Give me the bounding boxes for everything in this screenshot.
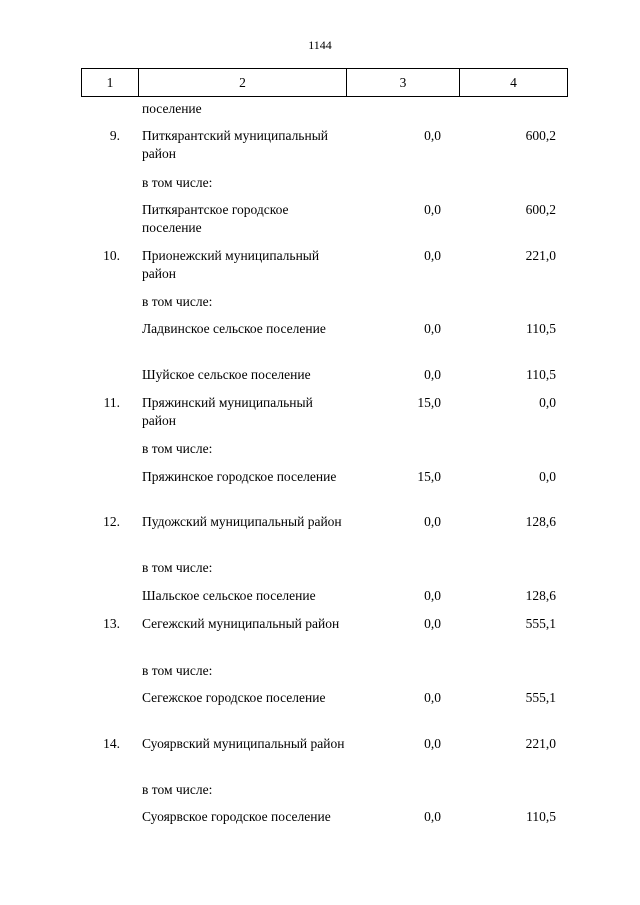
table-row — [0, 100, 640, 127]
row-value-3: 0,0 — [424, 367, 441, 382]
row-name: в том числе: — [142, 663, 213, 678]
row-value-4: 128,6 — [525, 514, 556, 529]
row-value-3: 0,0 — [424, 616, 441, 631]
row-value-4: 555,1 — [525, 690, 556, 705]
table-row — [0, 247, 640, 293]
row-value-4: 600,2 — [525, 202, 556, 217]
table-row — [0, 174, 640, 201]
table-row — [0, 440, 640, 468]
table-row — [0, 320, 640, 366]
row-value-4: 600,2 — [525, 128, 556, 143]
table-row — [0, 781, 640, 808]
row-name: в том числе: — [142, 175, 213, 190]
row-value-4: 0,0 — [539, 395, 556, 410]
table-row — [0, 615, 640, 662]
row-value-3: 0,0 — [424, 690, 441, 705]
table-row — [0, 394, 640, 440]
table-body — [0, 100, 640, 854]
row-name: в том числе: — [142, 782, 213, 797]
row-name: Питкярантское городское поселение — [142, 202, 289, 235]
table-row — [0, 689, 640, 735]
row-name: Сегежское городское поселение — [142, 690, 326, 705]
row-name: Питкярантский муниципальный район — [142, 128, 328, 161]
row-value-3: 15,0 — [417, 469, 441, 484]
row-value-4: 221,0 — [525, 736, 556, 751]
table-row — [0, 127, 640, 174]
table-row — [0, 808, 640, 854]
row-value-3: 0,0 — [424, 809, 441, 824]
row-value-4: 221,0 — [525, 248, 556, 263]
row-name: Сегежский муниципальный район — [142, 616, 340, 631]
row-number: 12. — [103, 514, 120, 529]
table-row — [0, 513, 640, 559]
table-row — [0, 587, 640, 615]
row-name: Суоярвское городское поселение — [142, 809, 331, 824]
row-value-3: 0,0 — [424, 514, 441, 529]
row-value-3: 0,0 — [424, 321, 441, 336]
row-name: Пудожский муниципальный район — [142, 514, 342, 529]
row-number: 11. — [103, 395, 120, 410]
row-value-4: 128,6 — [525, 588, 556, 603]
row-name: поселение — [142, 101, 202, 116]
row-name: Ладвинское сельское поселение — [142, 321, 326, 336]
table-row — [0, 468, 640, 513]
row-value-3: 0,0 — [424, 736, 441, 751]
row-name: Пряжинское городское поселение — [142, 469, 337, 484]
column-header-1: 1 — [82, 69, 139, 96]
row-name: в том числе: — [142, 441, 213, 456]
row-value-3: 0,0 — [424, 588, 441, 603]
page-number: 1144 — [308, 38, 332, 52]
column-header-4: 4 — [510, 74, 517, 90]
row-value-4: 110,5 — [526, 321, 556, 336]
row-value-3: 15,0 — [417, 395, 441, 410]
row-value-3: 0,0 — [424, 128, 441, 143]
column-header-3: 3 — [347, 69, 460, 96]
table-header — [81, 68, 568, 97]
table-row — [0, 201, 640, 247]
table-row — [0, 293, 640, 320]
row-name: Шуйское сельское поселение — [142, 367, 311, 382]
row-value-4: 110,5 — [526, 367, 556, 382]
row-name: Прионежский муниципальный район — [142, 248, 320, 281]
row-number: 14. — [103, 736, 120, 751]
row-value-3: 0,0 — [424, 248, 441, 263]
row-value-4: 110,5 — [526, 809, 556, 824]
table-row — [0, 662, 640, 689]
row-name: в том числе: — [142, 294, 213, 309]
row-number: 13. — [103, 616, 120, 631]
row-name: Суоярвский муниципальный район — [142, 736, 345, 751]
row-name: Шальское сельское поселение — [142, 588, 316, 603]
row-name: в том числе: — [142, 560, 213, 575]
row-number: 9. — [109, 128, 120, 143]
row-name: Пряжинский муниципальный район — [142, 395, 313, 428]
column-header-2: 2 — [139, 69, 347, 96]
table-row — [0, 735, 640, 781]
table-row — [0, 366, 640, 394]
table-row — [0, 559, 640, 587]
row-value-4: 555,1 — [525, 616, 556, 631]
row-value-3: 0,0 — [424, 202, 441, 217]
row-value-4: 0,0 — [539, 469, 556, 484]
row-number: 10. — [103, 248, 120, 263]
